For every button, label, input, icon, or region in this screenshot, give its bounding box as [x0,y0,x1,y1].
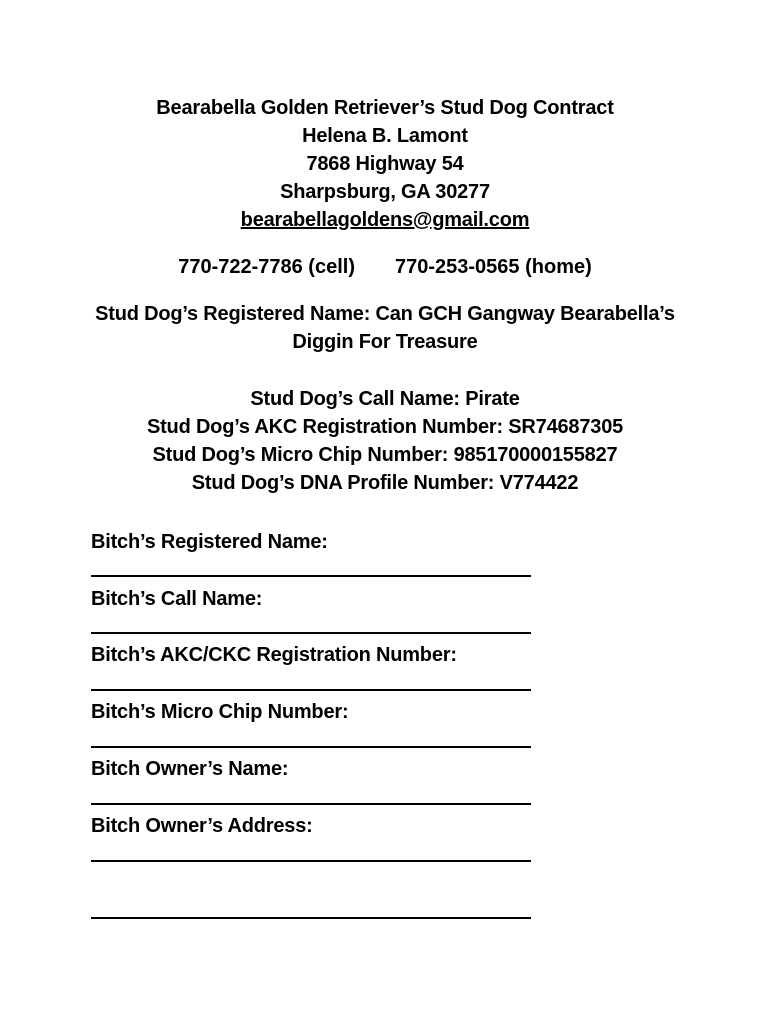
stud-akc-number: Stud Dog’s AKC Registration Number: SR74687305 [146,416,624,438]
stud-call-name: Stud Dog’s Call Name: Pirate [250,388,520,410]
bitch-registration-number-blank[interactable] [91,689,531,691]
owner-street: 7868 Highway 54 [306,153,464,175]
phone-row [0,253,770,281]
bitch-registered-name-label: Bitch’s Registered Name: [91,531,328,553]
bitch-call-name-label: Bitch’s Call Name: [91,588,263,610]
owner-name: Helena B. Lamont [302,125,468,147]
owner-email-row [0,206,770,234]
stud-registered-name-line1: Stud Dog’s Registered Name: Can GCH Gangway Bearabella’s [95,303,675,325]
stud-microchip: Stud Dog’s Micro Chip Number: 985170000155827 [152,444,618,466]
bitch-owner-address-blank-2[interactable] [91,917,531,919]
bitch-owner-name-label: Bitch Owner’s Name: [91,758,289,780]
bitch-call-name-blank[interactable] [91,632,531,634]
bitch-registration-number-label: Bitch’s AKC/CKC Registration Number: [91,644,457,666]
contract-title: Bearabella Golden Retriever’s Stud Dog Contract [156,97,614,119]
stud-registered-name-line2: Diggin For Treasure [292,331,478,353]
phone-cell: 770-722-7786 (cell) [178,256,355,278]
stud-dna-profile: Stud Dog’s DNA Profile Number: V774422 [191,472,579,494]
bitch-microchip-blank[interactable] [91,746,531,748]
owner-city-state-zip: Sharpsburg, GA 30277 [280,181,490,203]
bitch-owner-name-blank[interactable] [91,803,531,805]
bitch-microchip-label: Bitch’s Micro Chip Number: [91,701,349,723]
bitch-registered-name-blank[interactable] [91,575,531,577]
bitch-owner-address-label: Bitch Owner’s Address: [91,815,313,837]
owner-email-link[interactable]: bearabellagoldens@gmail.com [240,209,530,231]
phone-home: 770-253-0565 (home) [395,256,592,278]
bitch-owner-address-blank-1[interactable] [91,860,531,862]
